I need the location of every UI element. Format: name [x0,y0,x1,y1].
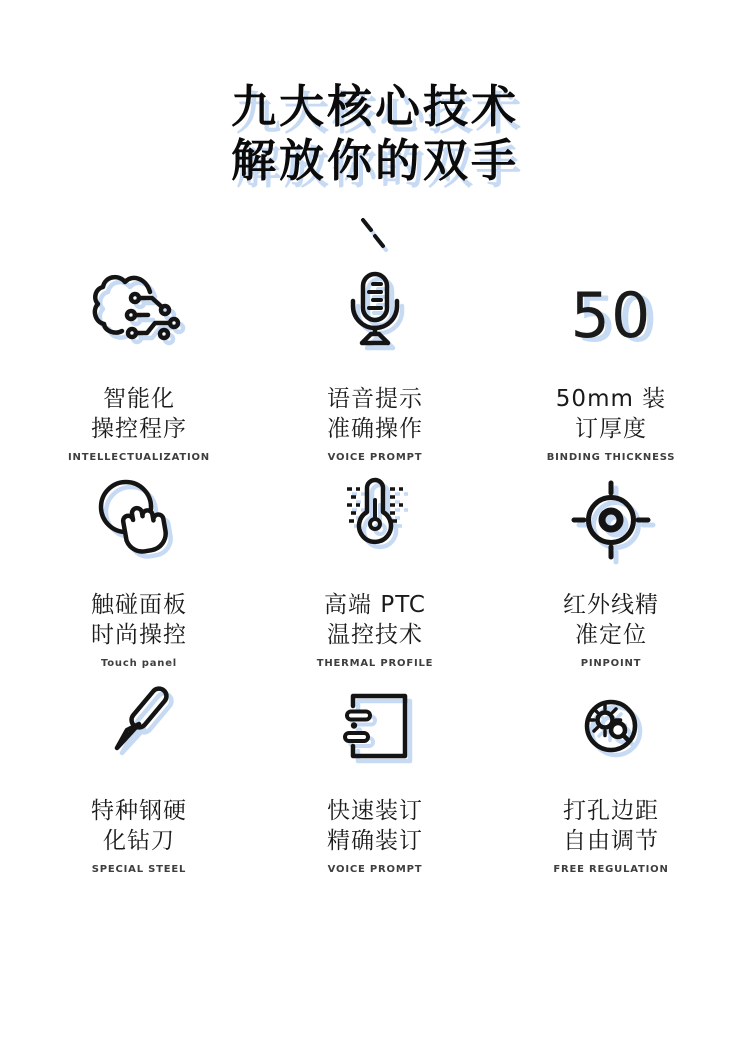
feature-caption: VOICE PROMPT [327,864,423,875]
feature-caption: BINDING THICKNESS [546,452,676,463]
feature-caption: THERMAL PROFILE [316,658,434,669]
feature-title-line-2: 化钻刀 [103,828,175,854]
feature-title-line-2: 温控技术 [326,622,423,648]
feature-card-touch-panel [21,472,257,669]
feature-card-thermal [257,472,493,669]
feature-title [91,590,187,650]
touch-hand-icon [91,474,187,570]
feature-card-pinpoint [493,472,729,669]
feature-caption: FREE REGULATION [553,864,669,875]
feature-title-line-1: 打孔边距 [563,798,659,824]
icon-box [563,472,659,572]
feature-caption: PINPOINT [580,658,642,669]
gear-magnifier-icon [563,680,659,776]
feature-caption: VOICE PROMPT [327,452,423,463]
icon-box [563,678,659,778]
big-number-50: 50 [570,279,652,352]
feature-title [324,590,426,650]
feature-title [563,590,659,650]
feature-card-binding-thickness [493,266,729,463]
feature-title-line-1: 快速装订 [327,798,423,824]
scalpel-knife-icon [91,680,187,776]
feature-card-free-regulation [493,678,729,875]
feature-title-line-2: 准定位 [575,622,647,648]
binding-book-icon [327,680,423,776]
feature-title-line-1: 高端 PTC [324,592,426,618]
feature-title-line-1: 触碰面板 [91,592,187,618]
icon-box [91,678,187,778]
feature-title-line-1: 50mm 装 [555,386,667,412]
feature-title [556,384,666,444]
cloud-circuit-icon [91,268,187,364]
feature-caption: SPECIAL STEEL [91,864,187,875]
feature-title [327,796,423,856]
feature-title [91,796,187,856]
feature-title-line-2: 订厚度 [574,416,647,442]
feature-title-line-1: 红外线精 [563,592,659,618]
page-title-line-2: 解放你的双手 [230,134,519,187]
icon-box [327,678,423,778]
feature-title-line-2: 时尚操控 [91,622,187,648]
feature-title [563,796,659,856]
thermometer-icon [327,474,423,570]
microphone-icon [327,268,423,364]
feature-caption: Touch panel [100,658,178,669]
feature-title [91,384,187,444]
decoration-row [0,216,750,256]
features-grid [21,266,729,875]
diagonal-slash-icon [358,216,392,256]
feature-title-line-1: 语音提示 [327,386,423,412]
feature-title-line-2: 操控程序 [91,416,187,442]
icon-box [327,266,423,366]
header [0,80,750,188]
icon-box [327,472,423,572]
feature-title-line-1: 特种钢硬 [91,798,187,824]
feature-title-line-2: 精确装订 [327,828,423,854]
icon-box [571,266,652,366]
feature-card-intellectualization [21,266,257,463]
page-title [0,80,750,188]
crosshair-target-icon [563,474,659,570]
icon-box [91,472,187,572]
promo-page [0,80,750,1040]
feature-title-line-2: 自由调节 [563,828,659,854]
page-title-line-1: 九大核心技术 [230,80,519,133]
feature-title [327,384,423,444]
feature-card-voice-prompt [257,266,493,463]
feature-title-line-2: 准确操作 [327,416,423,442]
feature-card-special-steel [21,678,257,875]
icon-box [91,266,187,366]
feature-caption: INTELLECTUALIZATION [68,452,210,463]
feature-title-line-1: 智能化 [103,386,175,412]
feature-card-fast-binding [257,678,493,875]
